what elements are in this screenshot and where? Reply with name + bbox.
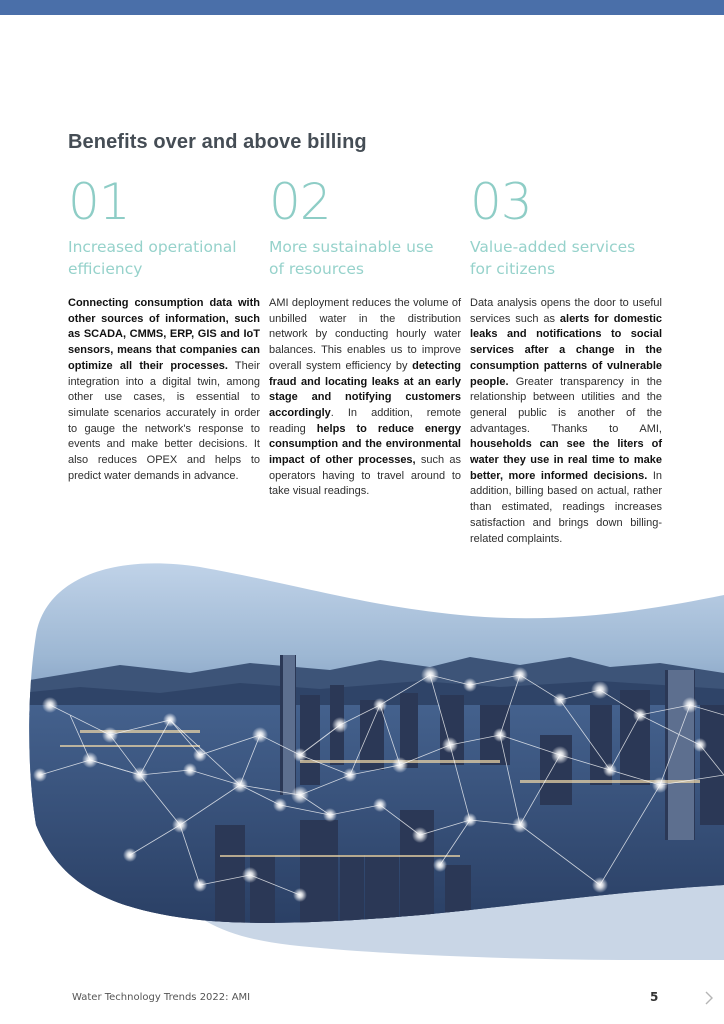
section-heading: Benefits over and above billing [68,131,367,153]
benefit-column-3 [470,172,662,547]
benefit-title: More sustainable use of resources [269,238,434,278]
benefit-number: 01 [68,173,130,231]
benefit-body: Connecting consumption data with other sources of information, such as SCADA, CMMS, ERP, GIS and IoT sensors, means that companies can optimize all their processes. Their integration into a digital twin, among other use cases, is essential to simulate scenarios accurately in order to gauge the network's response to events and make better decisions. It also reduces OPEX and helps to predict water demands in advance. [68,297,260,482]
benefit-column-2 [269,172,461,500]
benefit-body: Data analysis opens the door to useful services such as alerts for domestic leaks and notifications to social services after a change in the consumption patterns of vulnerable people. Greater transparency in the relationship between utilities and the general public is another of the advantages. Thanks to AMI, households can see the liters of water they use in real time to make better, more informed decisions. In addition, billing based on actual, rather than estimated, readings increases satisfaction and brings down billing-related complaints. [470,297,662,545]
benefit-number: 03 [470,173,532,231]
benefit-title: Increased operational efficiency [68,238,237,278]
benefit-number: 02 [269,173,331,231]
footer-publication-title: Water Technology Trends 2022: AMI [72,992,251,1003]
benefit-column-1 [68,172,260,484]
top-accent-bar [0,0,724,15]
page-number: 5 [650,990,659,1004]
benefit-body: AMI deployment reduces the volume of unbilled water in the distribution network by conducting hourly water balances. This enables us to improve overall system efficiency by detecting fraud and locating leaks at an early stage and notifying customers accordingly. In addition, remote reading helps to reduce energy consumption and the environmental impact of other processes, such as operators having to travel around to take visual readings. [269,297,461,498]
benefit-title: Value-added services for citizens [470,238,636,278]
chevron-right-icon[interactable] [703,990,715,1006]
city-skyline-network-photo [0,555,724,960]
